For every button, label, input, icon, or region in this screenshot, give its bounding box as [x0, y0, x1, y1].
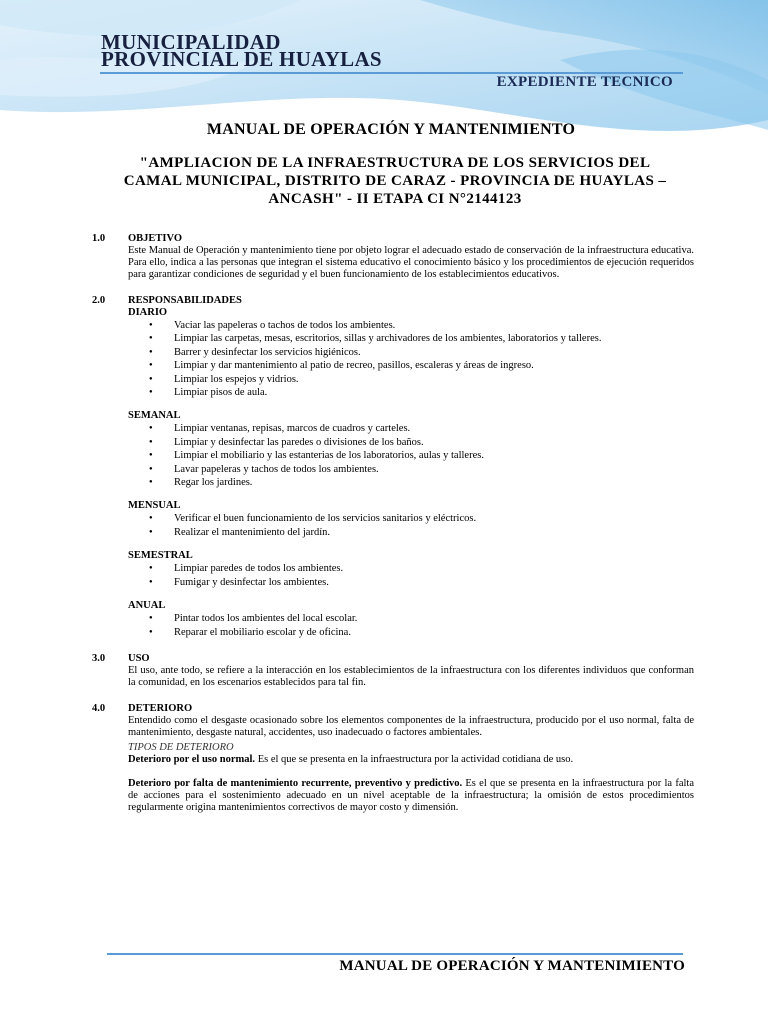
diario-list [128, 319, 694, 399]
list-item: ● Limpiar y dar mantenimiento al patio de recreo, pasillos, escaleras y áreas de ingreso. [149, 359, 694, 372]
list-item: ● Regar los jardines. [149, 476, 694, 489]
expediente-label: EXPEDIENTE TECNICO [496, 74, 673, 90]
project-title: "AMPLIACION DE LA INFRAESTRUCTURA DE LOS SERVICIOS DEL CAMAL MUNICIPAL, DISTRITO DE CARAZ - PROVINCIA DE HUAYLAS –ANCASH" - II ETAPA CI N°2144123 [123, 155, 667, 207]
deterioro-uso-normal [128, 754, 694, 766]
list-item: ● Limpiar paredes de todos los ambientes. [149, 562, 694, 575]
org-line-1: MUNICIPALIDAD [101, 30, 281, 54]
list-item: ● Limpiar y desinfectar las paredes o divisiones de los baños. [149, 436, 694, 449]
list-item: ● Barrer y desinfectar los servicios higiénicos. [149, 346, 694, 359]
list-item: ● Lavar papeleras y tachos de todos los ambientes. [149, 463, 694, 476]
section-uso [92, 653, 694, 689]
section-number: 2.0 [92, 295, 106, 306]
tipos-deterioro-label: TIPOS DE DETERIORO [128, 741, 234, 753]
section-heading: USO [128, 652, 150, 664]
section-text: Este Manual de Operación y mantenimiento tiene por objeto lograr el adecuado estado de conservación de la infraestructura educativa. Para ello, indica a las personas que integran el sistema educativo el conocimiento básico y los procedimientos de ejecución requeridos para garantizar condiciones de seguridad y el buen funcionamiento de los establecimientos educativos. [128, 245, 694, 280]
municipality-name [101, 30, 382, 71]
list-item: ● Limpiar ventanas, repisas, marcos de cuadros y carteles. [149, 422, 694, 435]
term-text: Es el que se presenta en la infraestructura por la falta de acciones para el sostenimiento adecuado en un nivel aceptable de la infraestructura; la omisión de estos procedimientos regularmente origina mantenimientos correctivos de mayor costo y dimensión. [128, 777, 694, 813]
org-line-2: PROVINCIAL DE HUAYLAS [101, 47, 382, 71]
list-item: ● Verificar el buen funcionamiento de los servicios sanitarios y eléctricos. [149, 512, 694, 525]
subheading-mensual: MENSUAL [128, 500, 181, 512]
footer-rule [107, 953, 683, 955]
section-number: 1.0 [92, 233, 106, 244]
section-text: Entendido como el desgaste ocasionado sobre los elementos componentes de la infraestructura, producido por el uso normal, falta de mantenimiento, desgaste natural, accidentes, uso inadecuado o factores ambientales. [128, 714, 694, 738]
list-item: ● Limpiar las carpetas, mesas, escritorios, sillas y archivadores de los ambientes, laboratorios y talleres. [149, 332, 694, 345]
list-item: ● Vaciar las papeleras o tachos de todos los ambientes. [149, 319, 694, 332]
deterioro-falta-mantenimiento [128, 778, 694, 814]
subheading-semanal: SEMANAL [128, 410, 181, 422]
section-number: 3.0 [92, 652, 106, 664]
semestral-list [128, 562, 694, 589]
section-number: 4.0 [92, 702, 106, 714]
section-objetivo [92, 233, 694, 281]
subheading-diario: DIARIO [128, 307, 168, 318]
section-responsabilidades [92, 295, 694, 639]
list-item: ● Reparar el mobiliario escolar y de oficina. [149, 626, 694, 639]
footer-title: MANUAL DE OPERACIÓN Y MANTENIMIENTO [339, 958, 685, 974]
semanal-list [128, 422, 694, 489]
section-heading: OBJETIVO [128, 233, 183, 244]
subheading-semestral: SEMESTRAL [128, 550, 193, 562]
section-heading: DETERIORO [128, 702, 193, 714]
list-item: ● Limpiar el mobiliario y las estanterias de los laboratorios, aulas y talleres. [149, 449, 694, 462]
section-heading: RESPONSABILIDADES [128, 295, 242, 306]
term-bold: Deterioro por el uso normal. [128, 753, 256, 765]
section-deterioro [92, 703, 694, 814]
list-item: ● Limpiar los espejos y vidrios. [149, 373, 694, 386]
list-item: ● Pintar todos los ambientes del local escolar. [149, 612, 694, 625]
section-text: El uso, ante todo, se refiere a la interacción en los establecimientos de la infraestructura con los diferentes individuos que conforman la comunidad, en los escenarios establecidos para tal fin. [128, 664, 694, 688]
mensual-list [128, 512, 694, 539]
list-item: ● Realizar el mantenimiento del jardín. [149, 526, 694, 539]
term-text: Es el que se presenta en la infraestructura por la actividad cotidiana de uso. [255, 753, 574, 765]
anual-list [128, 612, 694, 639]
list-item: ● Limpiar pisos de aula. [149, 386, 694, 399]
document-title: MANUAL DE OPERACIÓN Y MANTENIMIENTO [206, 121, 576, 138]
subheading-anual: ANUAL [128, 600, 166, 612]
document-body [92, 233, 694, 814]
list-item: ● Fumigar y desinfectar los ambientes. [149, 576, 694, 589]
term-bold: Deterioro por falta de mantenimiento recurrente, preventivo y predictivo. [128, 777, 463, 789]
